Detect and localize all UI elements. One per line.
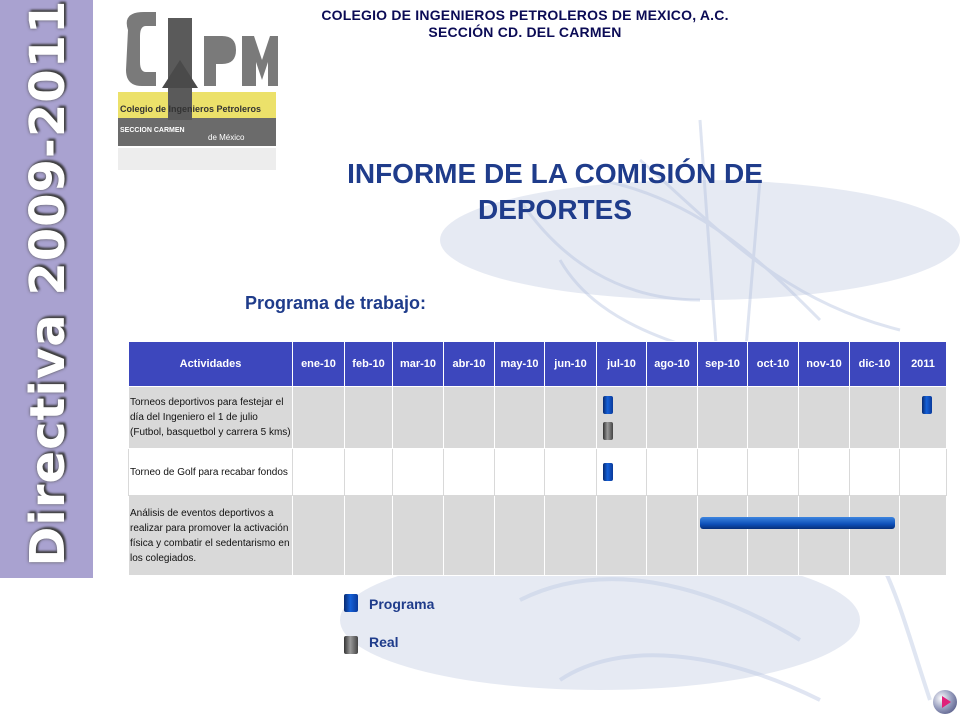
logo-text-colegio: Colegio de Ingenieros Petroleros	[120, 104, 262, 114]
month-cell	[495, 496, 545, 576]
month-cell	[495, 449, 545, 496]
month-cell	[850, 387, 900, 449]
month-cell	[850, 496, 900, 576]
month-cell	[748, 496, 799, 576]
column-header: 2011	[900, 342, 947, 387]
report-title	[300, 156, 810, 228]
activity-cell: Torneo de Golf para recabar fondos	[129, 449, 293, 496]
month-cell	[393, 496, 444, 576]
month-cell	[495, 387, 545, 449]
column-header: feb-10	[345, 342, 393, 387]
month-cell	[393, 387, 444, 449]
month-cell	[647, 387, 698, 449]
table-row	[129, 449, 947, 496]
month-cell	[345, 387, 393, 449]
month-cell	[799, 496, 850, 576]
organization-header	[240, 7, 810, 41]
month-cell	[850, 449, 900, 496]
column-header: mar-10	[393, 342, 444, 387]
column-header: nov-10	[799, 342, 850, 387]
next-slide-button[interactable]	[933, 690, 957, 714]
table-row	[129, 387, 947, 449]
column-header: may-10	[495, 342, 545, 387]
sidebar-directiva-text: Directiva 2009-2011	[20, 0, 76, 567]
month-cell	[799, 387, 850, 449]
report-title-line1: INFORME DE LA COMISIÓN DE	[347, 158, 763, 189]
schedule-table	[128, 341, 947, 576]
column-header: oct-10	[748, 342, 799, 387]
column-header: ago-10	[647, 342, 698, 387]
logo-text-mexico: de México	[208, 133, 245, 142]
sidebar-band	[0, 0, 93, 578]
month-cell	[748, 449, 799, 496]
plan-marker	[603, 396, 613, 414]
month-cell	[647, 449, 698, 496]
month-cell	[647, 496, 698, 576]
column-header: jun-10	[545, 342, 597, 387]
month-cell	[545, 496, 597, 576]
month-cell	[293, 449, 345, 496]
month-cell	[799, 449, 850, 496]
month-cell	[444, 496, 495, 576]
month-cell	[698, 496, 748, 576]
org-name-line: COLEGIO DE INGENIEROS PETROLEROS DE MEXICO, A.C.	[321, 7, 729, 23]
month-cell	[597, 387, 647, 449]
month-cell	[748, 387, 799, 449]
report-title-line2: DEPORTES	[477, 194, 633, 225]
legend-plan-label: Programa	[369, 596, 435, 612]
month-cell	[345, 449, 393, 496]
plan-duration-bar	[700, 517, 895, 529]
month-cell	[545, 387, 597, 449]
legend-plan-icon	[344, 594, 358, 612]
column-header: Actividades	[129, 342, 293, 387]
logo-text-seccion: SECCION CARMEN	[120, 127, 185, 134]
month-cell	[545, 449, 597, 496]
activity-cell: Torneos deportivos para festejar el día del Ingeniero el 1 de julio (Futbol, basquetbol y carrera 5 kms)	[129, 387, 293, 449]
column-header: abr-10	[444, 342, 495, 387]
org-section-line: SECCIÓN CD. DEL CARMEN	[428, 24, 622, 40]
column-header: dic-10	[850, 342, 900, 387]
legend-real-icon	[344, 636, 358, 654]
plan-marker	[603, 463, 613, 481]
month-cell	[698, 449, 748, 496]
table-header-row	[129, 342, 947, 387]
month-cell	[597, 496, 647, 576]
month-cell	[597, 449, 647, 496]
month-cell	[293, 387, 345, 449]
month-cell	[698, 387, 748, 449]
month-cell	[900, 387, 947, 449]
legend-real-label: Real	[369, 634, 399, 650]
month-cell	[345, 496, 393, 576]
month-cell	[444, 387, 495, 449]
table-row	[129, 496, 947, 576]
month-cell	[900, 449, 947, 496]
month-cell	[444, 449, 495, 496]
month-cell	[293, 496, 345, 576]
real-marker	[603, 422, 613, 440]
column-header: sep-10	[698, 342, 748, 387]
next-slide-icon	[942, 696, 951, 708]
month-cell	[393, 449, 444, 496]
work-program-heading: Programa de trabajo:	[245, 293, 427, 313]
plan-marker	[922, 396, 932, 414]
column-header: jul-10	[597, 342, 647, 387]
month-cell	[900, 496, 947, 576]
column-header: ene-10	[293, 342, 345, 387]
activity-cell: Análisis de eventos deportivos a realizar para promover la activación física y combatir el sedentarismo en los colegiados.	[129, 496, 293, 576]
